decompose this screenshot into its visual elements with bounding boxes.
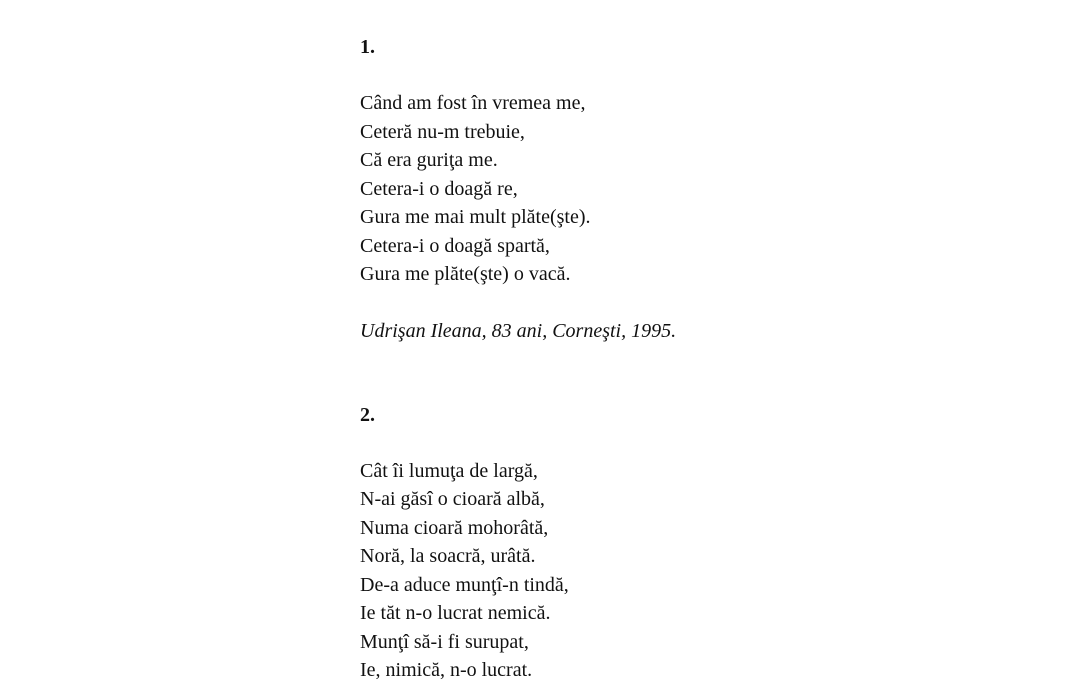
- poem-lines: [360, 89, 1040, 289]
- poem-line: Ie, nimică, n-o lucrat.: [360, 659, 533, 681]
- poem-line: Gura me plăte(şte) o vacă.: [360, 263, 571, 285]
- poem-2: [360, 401, 1040, 685]
- poem-line: Munţî să-i fi surupat,: [360, 630, 529, 653]
- poem-1: [360, 33, 1040, 345]
- poem-line: N-ai găsî o cioară albă,: [360, 488, 545, 510]
- poem-line: Ie tăt n-o lucrat nemică.: [360, 602, 551, 624]
- poem-line: Cetera-i o doagă spartă,: [360, 234, 550, 257]
- poem-line: Când am fost în vremea me,: [360, 92, 586, 114]
- poem-number: 2.: [360, 403, 375, 426]
- poem-line: Cetera-i o doagă re,: [360, 177, 518, 200]
- poem-line: Că era guriţa me.: [360, 149, 498, 171]
- poem-line: Numa cioară mohorâtă,: [360, 516, 549, 539]
- poem-number: 1.: [360, 36, 375, 58]
- poem-line: De-a aduce munţî-n tindă,: [360, 573, 569, 596]
- poem-line: Cât îi lumuţa de largă,: [360, 459, 538, 482]
- poem-line: Noră, la soacră, urâtă.: [360, 545, 536, 567]
- poem-lines: [360, 457, 1040, 685]
- poem-line: Ceteră nu-m trebuie,: [360, 120, 525, 143]
- poem-line: Gura me mai mult plăte(şte).: [360, 206, 591, 228]
- document-page: [360, 33, 1040, 685]
- poem-attribution: Udrişan Ileana, 83 ani, Corneşti, 1995.: [360, 319, 677, 342]
